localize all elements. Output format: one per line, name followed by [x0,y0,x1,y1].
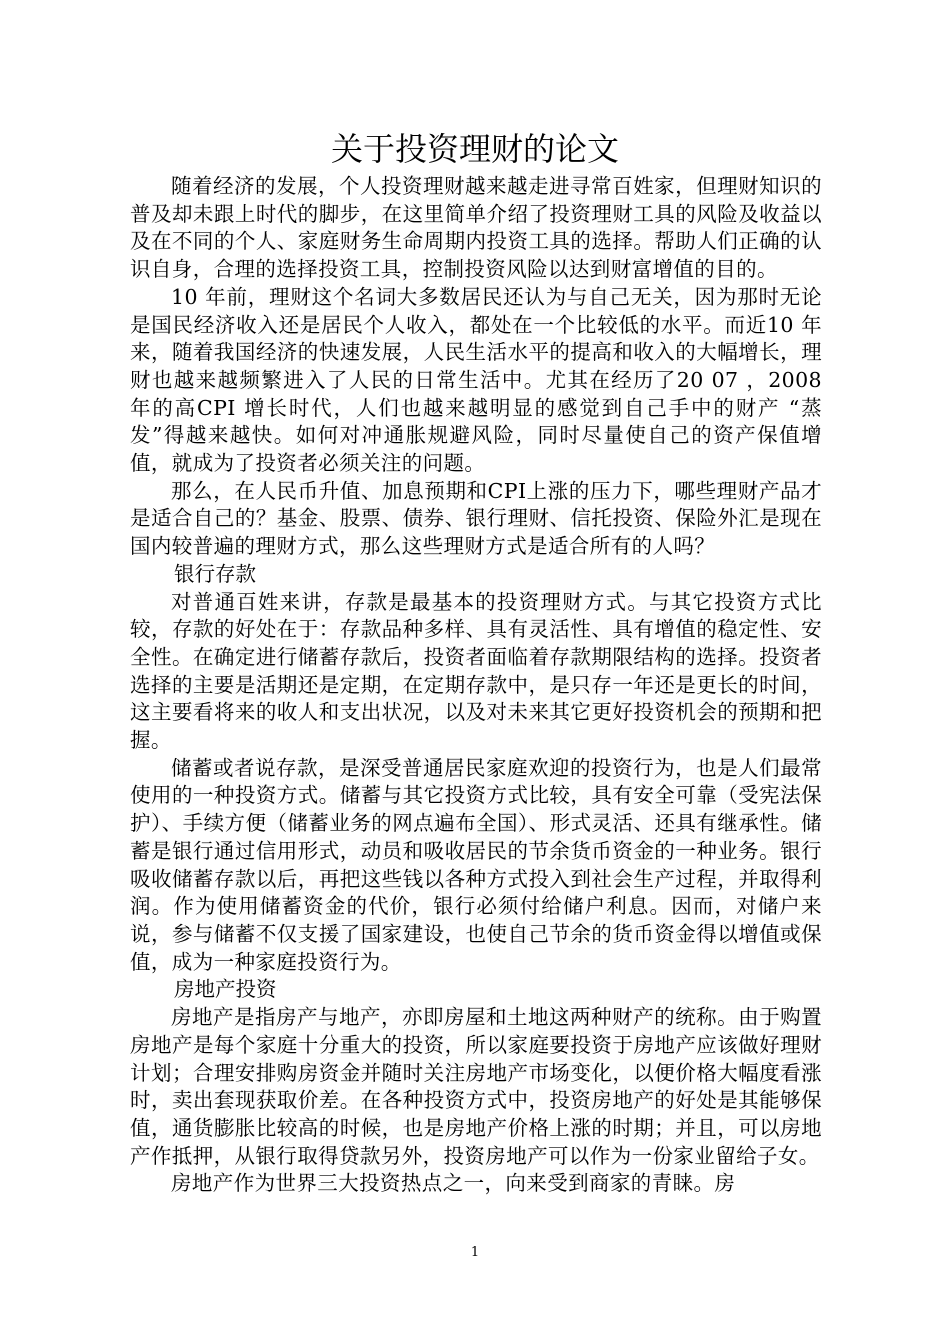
section-heading-bank-deposit: 银行存款 [174,561,256,586]
section-heading-real-estate: 房地产投资 [174,977,277,1002]
page-number: 1 [470,1245,480,1260]
document-body [130,173,822,1198]
bank-deposit-paragraph-1: 对普通百姓来讲，存款是最基本的投资理财方式。与其它投资方式比较，存款的好处在于：存款品种多样、具有灵活性、具有增值的稳定性、安全性。在确定进行储蓄存款后，投资者面临着存款期限结构的选择。投资者选择的主要是活期还是定期，在定期存款中，是只存一年还是更长的时间，这主要看将来的收人和支出状况，以及对未来其它更好投资机会的预期和把握。 [130,589,822,753]
intro-paragraph-3: 那么，在人民币升值、加息预期和CPI上涨的压力下，哪些理财产品才是适合自己的？基金、股票、债券、银行理财、信托投资、保险外汇是现在国内较普遍的理财方式，那么这些理财方式是适合所有的人吗？ [130,478,822,559]
real-estate-paragraph-2: 房地产作为世界三大投资热点之一，向来受到商家的青睐。房 [171,1171,736,1196]
intro-paragraph-2: 10 年前，理财这个名词大多数居民还认为与自己无关，因为那时无论是国民经济收入还是居民个人收入，都处在一个比较低的水平。而近10 年来，随着我国经济的快速发展，人民生活水平的提高和收入的大幅增长，理财也越来越频繁进入了人民的日常生活中。尤其在经历了20 07 ，2008 年的高CPI 增长时代，人们也越来越明显的感觉到自己手中的财产 “蒸发”得越来越快。如何对冲通胀规避风险，同时尽量使自己的资产保值增值，就成为了投资者必须关注的问题。 [130,284,822,476]
intro-paragraph-1: 随着经济的发展，个人投资理财越来越走进寻常百姓家，但理财知识的普及却未跟上时代的脚步，在这里简单介绍了投资理财工具的风险及收益以及在不同的个人、家庭财务生命周期内投资工具的选择。帮助人们正确的认识自身，合理的选择投资工具，控制投资风险以达到财富增值的目的。 [130,174,822,282]
real-estate-paragraph-1: 房地产是指房产与地产，亦即房屋和土地这两种财产的统称。由于购置房地产是每个家庭十分重大的投资，所以家庭要投资于房地产应该做好理财计划；合理安排购房资金并随时关注房地产市场变化，以便价格大幅度看涨时，卖出套现获取价差。在各种投资方式中，投资房地产的好处是其能够保值，通货膨胀比较高的时候，也是房地产价格上涨的时期；并且，可以房地产作抵押，从银行取得贷款另外，投资房地产可以作为一份家业留给子女。 [130,1005,822,1168]
page-title: 关于投资理财的论文 [330,130,619,168]
bank-deposit-paragraph-2: 储蓄或者说存款，是深受普通居民家庭欢迎的投资行为，也是人们最常使用的一种投资方式。储蓄与其它投资方式比较，具有安全可靠（受宪法保护）、手续方便（储蓄业务的网点遍布全国）、形式灵活、还具有继承性。储蓄是银行通过信用形式，动员和吸收居民的节余货币资金的一种业务。银行吸收储蓄存款以后，再把这些钱以各种方式投入到社会生产过程，并取得利润。作为使用储蓄资金的代价，银行必须付给储户利息。因而，对储户来说，参与储蓄不仅支援了国家建设，也使自己节余的货币资金得以增值或保值，成为一种家庭投资行为。 [130,755,822,974]
